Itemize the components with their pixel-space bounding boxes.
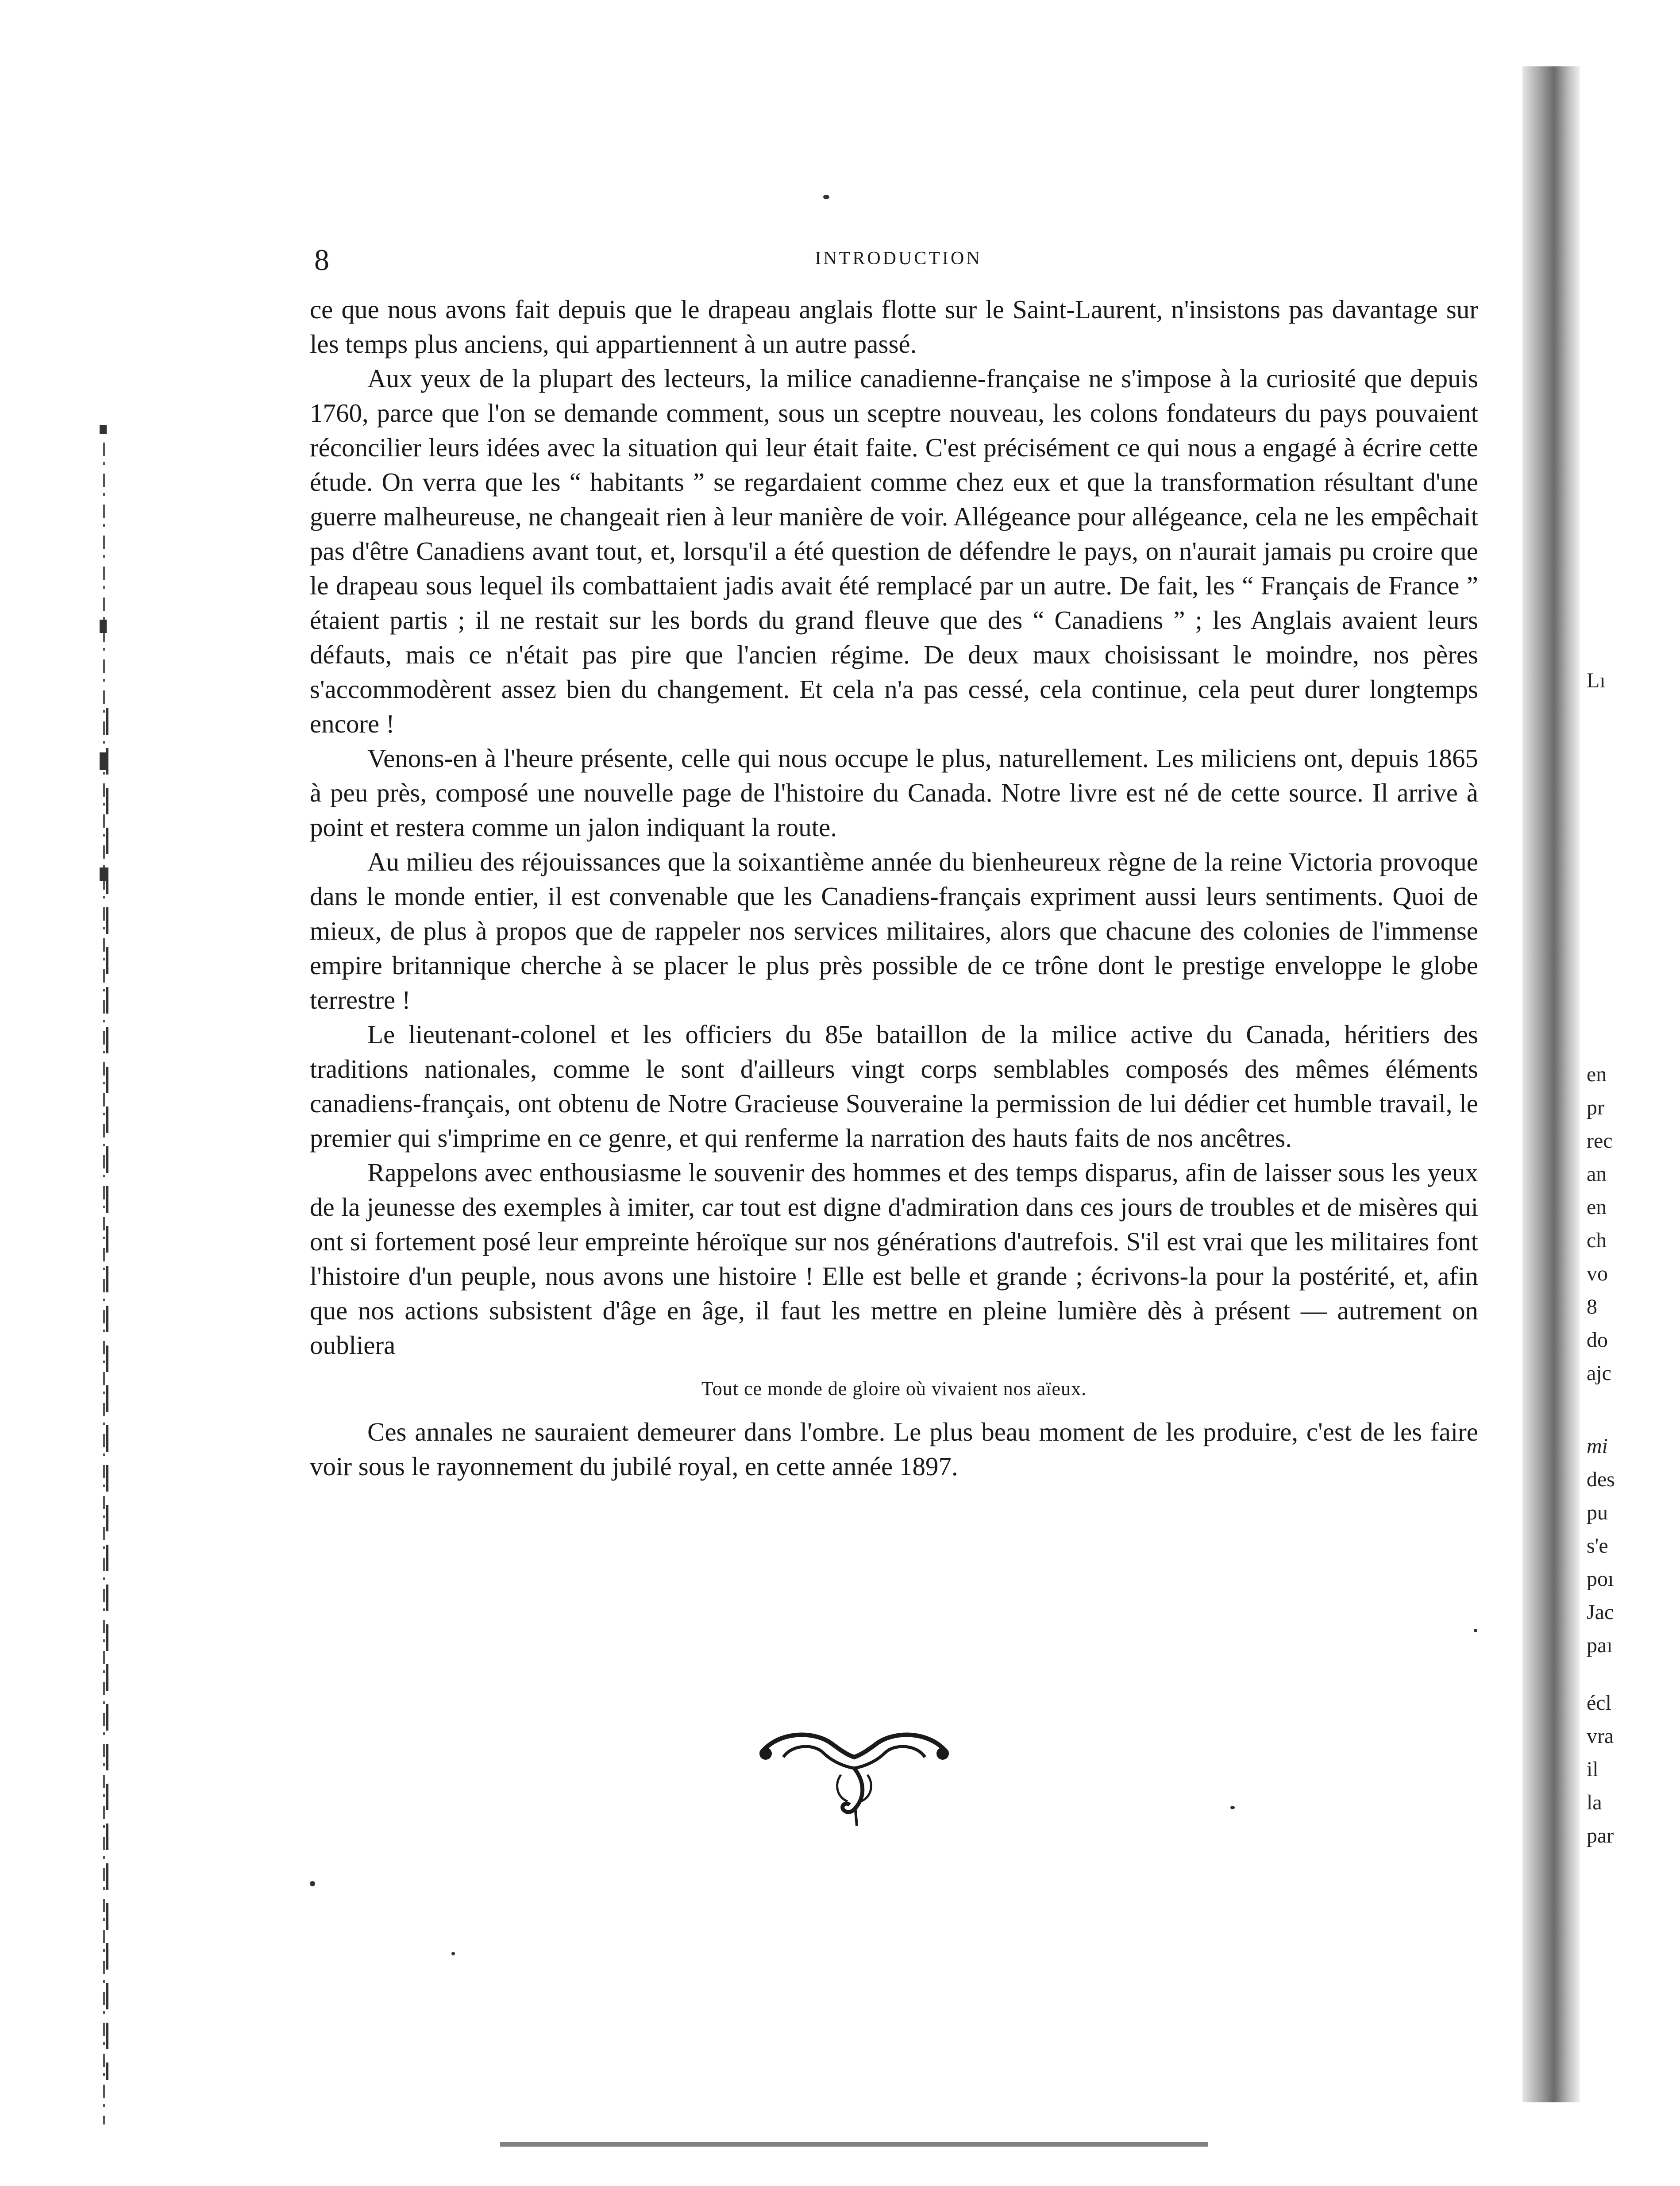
paragraph: Rappelons avec enthousiasme le souvenir des hommes et des temps disparus, afin de laisser sous les yeux de la jeunesse des exemples à imiter, car tout est digne d'admiration dans ces jours de troubles et de misères qui ont si fortement posé leur empreinte héroïque sur nos générations d'autrefois. S'il est vrai que les militaires font l'histoire d'un peuple, nous avons une histoire ! Elle est belle et grande ; écrivons-la pour la postérité, et, afin que nos actions subsistent d'âge en âge, il faut les mettre en pleine lumière dès à présent — autrement on oubliera bbox=[310, 1158, 1478, 1360]
bleed-line: vo bbox=[1587, 1262, 1608, 1285]
bleed-line: la bbox=[1587, 1791, 1602, 1814]
scan-speck bbox=[1474, 1629, 1477, 1632]
paragraph: Au milieu des réjouissances que la soixantième année du bienheureux règne de la reine Victoria provoque dans le monde entier, il est convenable que les Canadiens-français expriment aussi leurs sentiments. Quoi de mieux, de plus à propos que de rappeler nos services militaires, alors que chacune des colonies de l'immense empire britannique cherche à se placer le plus près possible de ce trône dont le prestige enveloppe le globe terrestre ! bbox=[310, 847, 1478, 1014]
bleed-line: paı bbox=[1587, 1634, 1613, 1657]
scan-right-gutter bbox=[1522, 66, 1580, 2102]
scan-speck bbox=[823, 195, 829, 199]
scan-left-edge bbox=[80, 177, 111, 2169]
bleed-line: pr bbox=[1587, 1096, 1604, 1119]
closing-paragraph: Ces annales ne sauraient demeurer dans l'ombre. Le plus beau moment de les produire, c'est de les faire voir sous le rayonnement du jubilé royal, en cette année 1897. bbox=[310, 1417, 1478, 1481]
bleed-line: écl bbox=[1587, 1691, 1611, 1715]
paragraph: Le lieutenant-colonel et les officiers du 85e bataillon de la milice active du Canada, héritiers des traditions nationales, comme le sont d'ailleurs vingt corps semblables composés des mêmes éléments canadiens-français, ont obtenu de Notre Gracieuse Souveraine la permission de lui dédier cet humble travail, le premier qui s'imprime en ce genre, et qui renferme la narration des hauts faits de nos ancêtres. bbox=[310, 1020, 1478, 1153]
page-number: 8 bbox=[314, 243, 329, 277]
scan-speck bbox=[310, 1881, 315, 1886]
bleed-line: pu bbox=[1587, 1501, 1608, 1524]
bleed-line: 8 bbox=[1587, 1295, 1597, 1319]
bleed-line: mi bbox=[1587, 1434, 1608, 1458]
bleed-line: ajc bbox=[1587, 1361, 1611, 1385]
bleed-line: en bbox=[1587, 1195, 1607, 1219]
bleed-line: par bbox=[1587, 1824, 1614, 1847]
bleed-line: do bbox=[1587, 1328, 1608, 1352]
bleed-line: ch bbox=[1587, 1229, 1607, 1252]
paragraph: ce que nous avons fait depuis que le drapeau anglais flotte sur le Saint-Laurent, n'insistons pas davantage sur les temps plus anciens, qui appartiennent à un autre passé. bbox=[310, 295, 1478, 359]
bleed-line: des bbox=[1587, 1468, 1615, 1491]
running-title: INTRODUCTION bbox=[815, 248, 982, 269]
bleed-line: poı bbox=[1587, 1567, 1614, 1591]
epigraph-quote: Tout ce monde de gloire où vivaient nos aïeux. bbox=[701, 1378, 1087, 1400]
bleed-line: s'e bbox=[1587, 1534, 1608, 1558]
bleed-line: en bbox=[1587, 1063, 1607, 1086]
bleed-line: Lı bbox=[1587, 669, 1606, 692]
running-head bbox=[310, 243, 1487, 278]
scan-bottom-rule bbox=[500, 2142, 1208, 2147]
paragraph: Venons-en à l'heure présente, celle qui nous occupe le plus, naturellement. Les miliciens ont, depuis 1865 à peu près, composé une nouvelle page de l'histoire du Canada. Notre livre est né de cette source. Il arrive à point et restera comme un jalon indiquant la route. bbox=[310, 744, 1478, 842]
bleed-line: vra bbox=[1587, 1724, 1614, 1748]
paragraph: Aux yeux de la plupart des lecteurs, la milice canadienne-française ne s'impose à la curiosité que depuis 1760, parce que l'on se demande comment, sous un sceptre nouveau, les colons fondateurs du pays pouvaient réconcilier leurs idées avec la situation qui leur était faite. C'est précisément ce qui nous a engagé à écrire cette étude. On verra que les “ habitants ” se regardaient comme chez eux et que la transformation résultant d'une guerre malheureuse, ne changeait rien à leur manière de voir. Allégeance pour allégeance, cela ne les empêchait pas d'être Canadiens avant tout, et, lorsqu'il a été question de défendre le pays, on n'aurait jamais pu croire que le drapeau sous lequel ils combattaient jadis avait été remplacé par un autre. De fait, les “ Français de France ” étaient partis ; il ne restait sur les bords du grand fleuve que des “ Canadiens ” ; les Anglais avaient leurs défauts, mais ce n'était pas pire que l'ancien régime. De deux maux choisissant le moindre, nos pères s'accommodèrent assez bien du changement. Et cela n'a pas cessé, cela continue, cela peut durer longtemps encore ! bbox=[310, 364, 1478, 738]
bleed-line: il bbox=[1587, 1758, 1599, 1781]
body-text bbox=[310, 292, 1478, 1484]
bleed-line: Jac bbox=[1587, 1600, 1614, 1624]
bleed-line: rec bbox=[1587, 1129, 1613, 1153]
scan-speck bbox=[1230, 1806, 1235, 1809]
scan-speck bbox=[451, 1952, 455, 1955]
fleuron-ornament bbox=[752, 1726, 956, 1832]
bleed-line: an bbox=[1587, 1162, 1607, 1186]
